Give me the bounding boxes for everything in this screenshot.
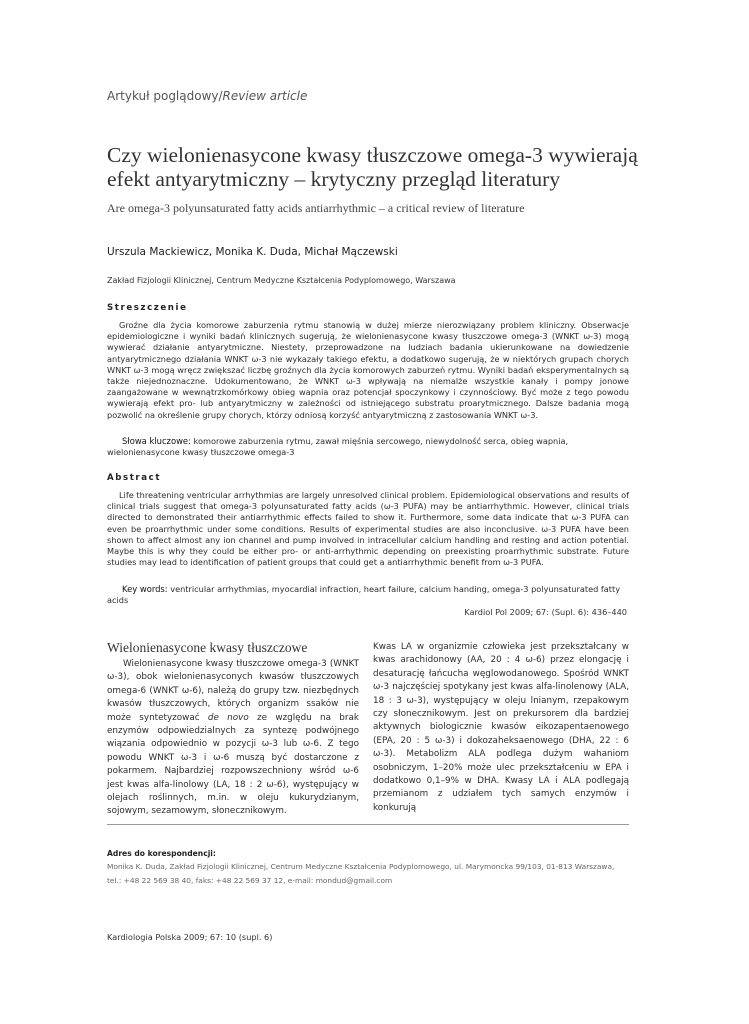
article-type-pl: Artykuł poglądowy/ xyxy=(107,89,223,103)
col1-italic: de novo xyxy=(207,712,249,723)
citation: Kardiol Pol 2009; 67: (Supl. 6): 436–440 xyxy=(464,607,627,617)
divider xyxy=(107,824,629,825)
abstract-body: Life threatening ventricular arrhythmias are largely unresolved clinical problem. Epidemiological observations and results of clinical trials suggest that omega-3 polyunsaturated fatty acids (ω-3 PUFA) may be antiarrhythmic. However, clinical trials directed to demonstrated their antiarrhythmic effects failed to show it. Furthermore, some data indicate that ω-3 PUFA can even be proarrhythmic under some conditions. Results of experimental studies are also inconclusive. ω-3 PUFA have been shown to affect almost any ion channel and pump involved in intracellular calcium handling and resting and action potential. Maybe this is why they could be either pro- or anti-arrhythmic depending on preexisting proarrhythmic substrate. Future studies may lead to identification of patient groups that could get a antiarrhythmic benefit from ω-3 PUFA. xyxy=(107,490,629,568)
title-polish: Czy wielonienasycone kwasy tłuszczowe omega-3 wywierają efekt antyarytmiczny – krytyczny przegląd literatury xyxy=(107,143,638,191)
keywords-polish-text: komorowe zaburzenia rytmu, zawał mięśnia sercowego, niewydolność serca, obieg wapnia, wielonienasycone kwasy tłuszczowe omega-3 xyxy=(107,436,569,458)
affiliation: Zakład Fizjologii Klinicznej, Centrum Medyczne Kształcenia Podyplomowego, Warszawa xyxy=(107,276,456,285)
correspondence-contact: tel.: +48 22 569 38 40, faks: +48 22 569 37 12, e-mail: mondud@gmail.com xyxy=(107,876,393,885)
col1-text-a: Wielonienasycone kwasy tłuszczowe omega-3 (WNKT ω-3), obok wielonienasyconych kwasów tłuszczowych omega-6 (WNKT ω-6), należą do grupy tzw. niezbędnych kwasów tłuszczowych, których organizm ssaków nie może syntetyzować xyxy=(107,659,359,723)
correspondence-heading: Adres do korespondencji: xyxy=(107,849,216,858)
col1-text-b: ze względu na brak enzymów odpowiedzialnych za syntezę podwójnego wiązania odpowiednio w pozycji ω-3 lub ω-6. Z tego powodu WNKT ω-3 i ω-6 muszą być dostarczone z pokarmem. Najbardziej rozpowszechniony wśród ω-6 jest kwas alfa-linolowy (LA, 18 : 2 ω-6), występujący w olejach roślinnych, m.in. w oleju kukurydzianym, sojowym, sezamowym, słonecznikowym. xyxy=(107,712,359,817)
keywords-polish-label: Słowa kluczowe: xyxy=(122,436,191,446)
article-type xyxy=(107,89,307,103)
body-column-left xyxy=(107,658,359,819)
article-type-en: Review article xyxy=(222,89,308,103)
authors: Urszula Mackiewicz, Monika K. Duda, Michał Mączewski xyxy=(107,246,398,258)
section-heading: Wielonienasycone kwasy tłuszczowe xyxy=(107,640,308,655)
keywords-english-label: Key words: xyxy=(122,584,168,594)
keywords-polish xyxy=(107,436,629,458)
keywords-english-text: ventricular arrhythmias, myocardial infraction, heart failure, calcium handing, omega-3 polyunsaturated fatty acids xyxy=(107,584,621,606)
body-column-right: Kwas LA w organizmie człowieka jest przekształcany w kwas arachidonowy (AA, 20 : 4 ω-6) przez elongację i desaturację łańcucha węglowodanowego. Spośród WNKT ω-3 najczęściej spotykany jest kwas alfa-linolenowy (ALA, 18 : 3 ω-3), występujący w oleju lnianym, rzepakowym czy słonecznikowym. Jest on prekursorem dla bardziej aktywnych biologicznie kwasów eikozapentaenowego (EPA, 20 : 5 ω-3) i dokozaheksaenowego (DHA, 22 : 6 ω-3). Metabolizm ALA podlega dużym wahaniom osobniczym, 1–20% może ulec przekształceniu w EPA i dodatkowo 0,1–9% w DHA. Kwasy LA i ALA podlegają przemianom z udziałem tych samych enzymów i konkurują xyxy=(373,642,629,813)
streszczenie-body: Groźne dla życia komorowe zaburzenia rytmu stanowią w dużej mierze nierozwiązany problem kliniczny. Obserwacje epidemiologiczne i wyniki badań klinicznych sugerują, że wielonienasycone kwasy tłuszczowe omega-3 (WNKT ω-3) mogą wywierać działanie antyarytmiczne. Niestety, przeprowadzone na ludziach badania ukierunkowane na dowiedzenie antyarytmicznego działania WNKT ω-3 nie wykazały takiego efektu, a dodatkowo sugerują, że w niektórych grupach chorych WNKT ω-3 mogą wręcz zwiększać liczbę groźnych dla życia komorowych zaburzeń rytmu. Wyniki badań eksperymentalnych są także niejednoznaczne. Udokumentowano, że WNKT ω-3 wpływają na niemalże wszystkie kanały i pompy jonowe zaangażowane w wewnątrzkomórkowy obieg wapnia oraz potencjał spoczynkowy i czynnościowy. Być może z tego powodu wywierają efekt pro- lub antyarytmiczny w zależności od istniejącego substratu proarytmicznego. Dalsze badania mogą pozwolić na określenie grupy chorych, którzy odniosą korzyść antyarytmiczną z zastosowania WNKT ω-3. xyxy=(107,320,629,420)
abstract-heading: Abstract xyxy=(107,473,162,483)
title-english: Are omega-3 polyunsaturated fatty acids antiarrhythmic – a critical review of literature xyxy=(107,201,525,215)
streszczenie-heading: Streszczenie xyxy=(107,303,188,313)
keywords-english xyxy=(107,584,629,606)
correspondence-address: Monika K. Duda, Zakład Fizjologii Klinicznej, Centrum Medyczne Kształcenia Podyplomowego, ul. Marymoncka 99/103, 01-813 Warszawa, xyxy=(107,862,615,871)
footer-journal: Kardiologia Polska 2009; 67: 10 (supl. 6) xyxy=(107,932,273,942)
